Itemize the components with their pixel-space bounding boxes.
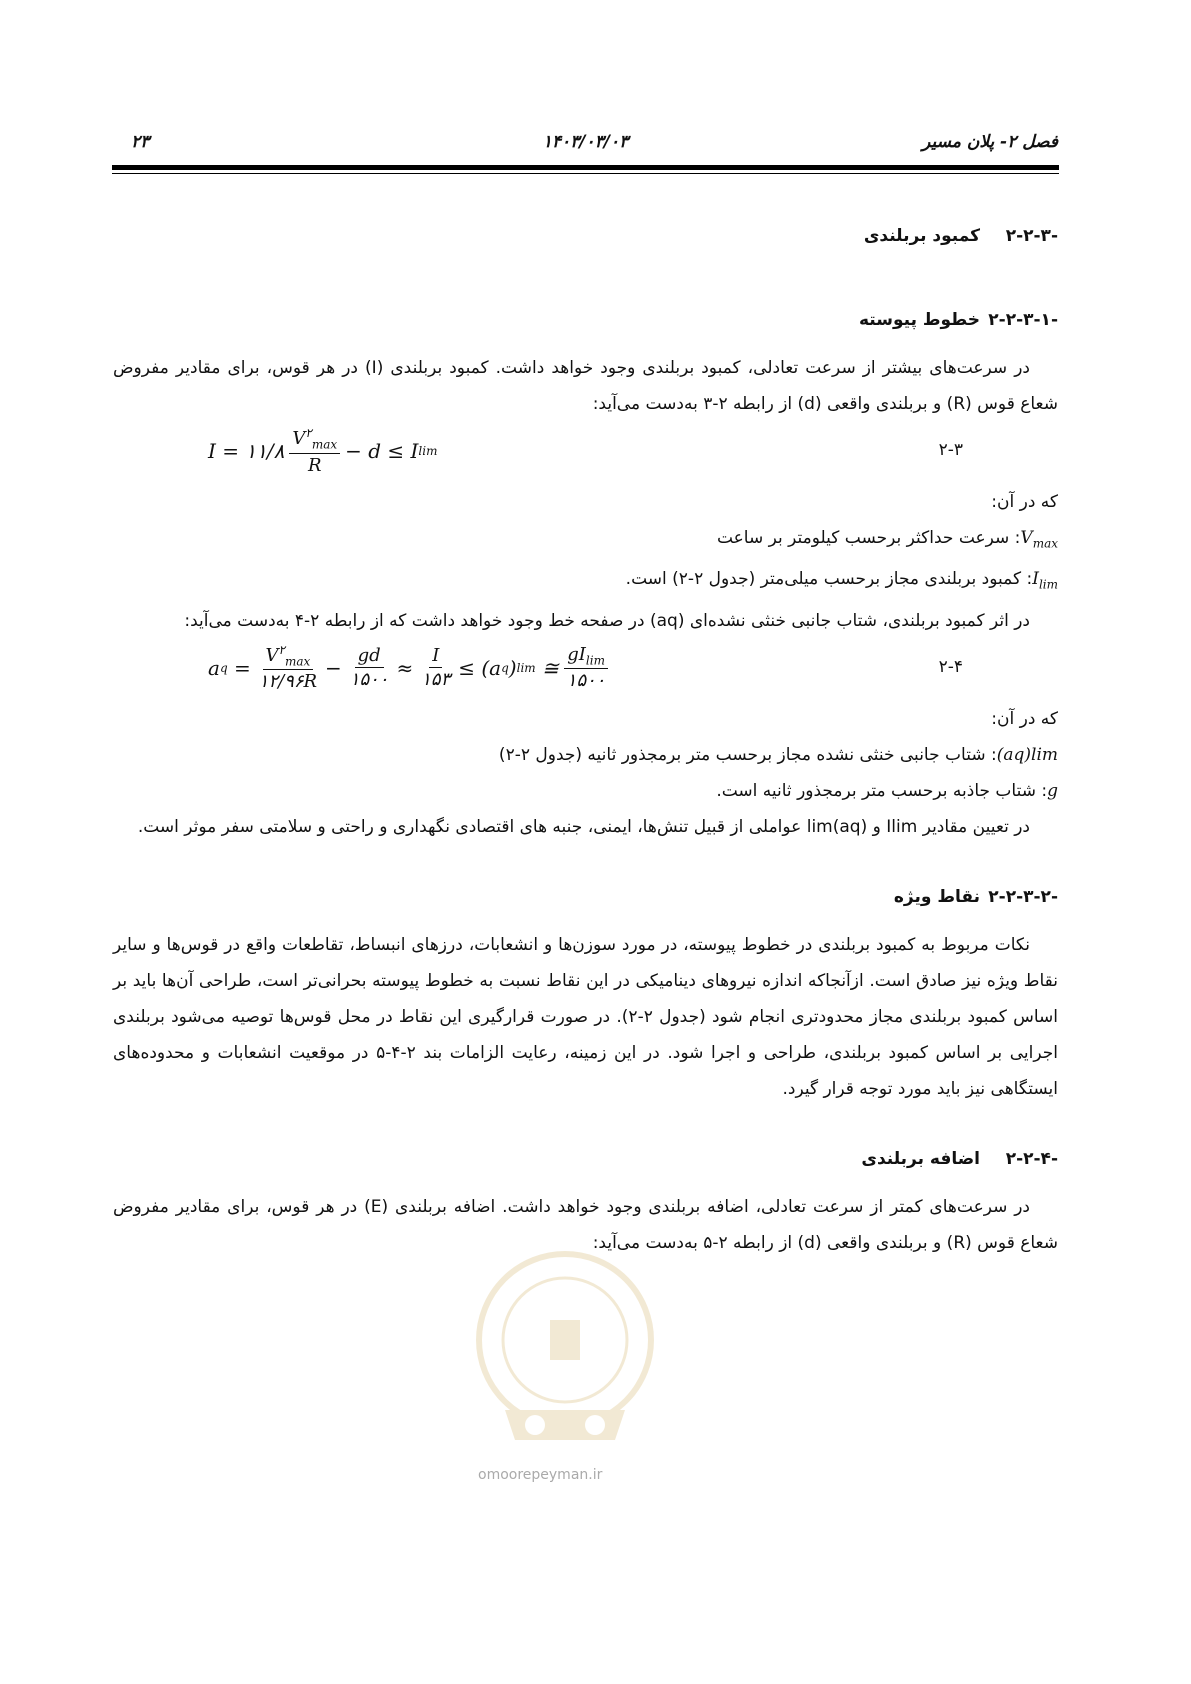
eq-mid: ≤ (a bbox=[458, 655, 502, 680]
frac-denominator: ۱۲/۹۶R bbox=[258, 671, 318, 693]
page-header bbox=[113, 132, 1058, 158]
subsection-number: -۲-۲-۳-۱ bbox=[988, 310, 1058, 330]
eq-fraction bbox=[289, 426, 340, 476]
def-text: : شتاب جاذبه برحسب متر برمجذور ثانیه است. bbox=[716, 780, 1048, 801]
subsection-number: -۲-۲-۳-۲ bbox=[988, 886, 1058, 907]
eq-mid-close: ) bbox=[508, 655, 517, 680]
subsection-heading-2-2-3-1 bbox=[113, 302, 1058, 338]
frac-numerator: gI bbox=[567, 643, 586, 665]
sym-main: I bbox=[1032, 569, 1039, 590]
paragraph-5: در سرعت‌های کمتر از سرعت تعادلی، اضافه بربلندی وجود خواهد داشت. اضافه بربلندی (E) در هر قوس، برای مقادیر مفروض شعاع قوس (R) و بربلندی واقعی (d) از رابطه ۲-۵ به‌دست می‌آید: bbox=[113, 1196, 1058, 1253]
eq-fraction-3 bbox=[418, 645, 453, 690]
eq-lhs: a bbox=[208, 655, 220, 680]
equation-number: ۲-۳ bbox=[938, 440, 963, 460]
header-rule-thick bbox=[112, 165, 1059, 170]
frac-numerator: gd bbox=[355, 645, 384, 668]
sym-sub: lim bbox=[1038, 577, 1058, 592]
sym-sub: max bbox=[1032, 536, 1058, 551]
page-number: ۲۳ bbox=[131, 132, 150, 152]
eq-lhs: I bbox=[208, 438, 216, 463]
section-heading-2-2-4 bbox=[113, 1141, 1058, 1177]
where-label-1: که در آن: bbox=[991, 492, 1058, 512]
frac-denominator: ۱۵۳ bbox=[421, 669, 451, 691]
def-text: : شتاب جانبی خنثی نشده مجاز برحسب متر برمجذور ثانیه (جدول ۲-۲) bbox=[498, 744, 997, 765]
paragraph-4: نکات مربوط به کمبود بربلندی در خطوط پیوسته، در مورد سوزن‌ها و انشعابات، درزهای انبساط، تقاطعات واقع در قوس‌ها و سایر نقاط ویژه نیز صادق است. ازآنجاکه اندازه نیروهای دینامیکی در این نقاط نسبت به خطوط پیوسته بحرانی‌تر است، طراحی آن‌ها باید بر اساس کمبود بربلندی مجاز محدودتری انجام شود (جدول ۲-۲). در صورت قرارگیری این نقاط در محل قوس‌ها توصیه می‌شود بربلندی اجرایی بر اساس کمبود بربلندی، طراحی و اجرا شود. در این زمینه، رعایت الزامات بند ۲-۴-۵ در موقعیت انشعابات و محدوده‌های ایستگاهی نیز باید مورد توجه قرار گیرد. bbox=[113, 934, 1059, 1099]
equation-body bbox=[208, 426, 437, 476]
eq-fraction-4 bbox=[564, 644, 609, 692]
equation-2-4 bbox=[113, 639, 1058, 701]
def-symbol bbox=[1020, 528, 1058, 551]
section-number: -۲-۲-۳ bbox=[1005, 226, 1058, 246]
header-rule-thin bbox=[112, 173, 1059, 174]
eq-lhs-sub: q bbox=[219, 660, 228, 675]
page-body bbox=[113, 210, 1058, 1261]
def-text: : کمبود بربلندی مجاز برحسب میلی‌متر (جدول ۲-۲) است. bbox=[625, 569, 1033, 590]
definition-aq-lim bbox=[113, 737, 1058, 773]
where-label-2: که در آن: bbox=[991, 708, 1058, 729]
section-title: اضافه بربلندی bbox=[861, 1148, 980, 1169]
frac-numerator: V bbox=[292, 428, 306, 449]
def-symbol: g bbox=[1047, 780, 1058, 801]
frac-denominator: ۱۵۰۰ bbox=[566, 670, 606, 692]
section-title: کمبود بربلندی bbox=[863, 226, 980, 246]
watermark-logo-icon bbox=[465, 1240, 665, 1500]
subsection-title: خطوط پیوسته bbox=[859, 310, 980, 330]
paragraph-1: در سرعت‌های بیشتر از سرعت تعادلی، کمبود بربلندی وجود خواهد داشت. کمبود بربلندی (I) در هر قوس، برای مقادیر مفروض شعاع قوس (R) و بربلندی واقعی (d) از رابطه ۲-۳ به‌دست می‌آید: bbox=[113, 358, 1058, 414]
frac-sub: max bbox=[311, 437, 338, 452]
frac-sub: max bbox=[284, 654, 311, 669]
eq-rest: − d ≤ I bbox=[345, 438, 419, 463]
equation-number: ۲-۴ bbox=[938, 656, 963, 677]
eq-fraction-1 bbox=[256, 643, 320, 693]
frac-denominator: ۱۵۰۰ bbox=[349, 669, 389, 691]
eq-fraction-2 bbox=[347, 645, 392, 690]
frac-numerator: V bbox=[265, 644, 279, 666]
eq-coefficient: = ۱۱/۸ bbox=[222, 438, 285, 463]
header-date: ۱۴۰۳/۰۳/۰۳ bbox=[542, 132, 629, 152]
section-heading-2-2-3 bbox=[113, 218, 1058, 254]
section-number: -۲-۲-۴ bbox=[1005, 1148, 1058, 1169]
sym-main: V bbox=[1020, 528, 1033, 548]
def-symbol: (aq)lim bbox=[996, 744, 1058, 765]
frac-numerator: I bbox=[429, 645, 442, 668]
definition-g bbox=[113, 773, 1058, 809]
paragraph-2: در اثر کمبود بربلندی، شتاب جانبی خنثی نشده‌ای (aq) در صفحه خط وجود خواهد داشت که از رابطه ۲-۴ به‌دست می‌آید: bbox=[184, 610, 1030, 631]
paragraph-3: در تعیین مقادیر Ilim و (aq)lim عواملی از قبیل تنش‌ها، ایمنی، جنبه های اقتصادی نگهداری و راحتی و سلامتی سفر موثر است. bbox=[137, 816, 1030, 837]
frac-sup: ۲ bbox=[278, 642, 285, 657]
equation-body: a q = $\frac{V^۲_{max}}{۱۲/۹۶R}$ − $\frac{gd}{۱۵۰۰}$ ≈ $\frac{I}{۱۵۳}$ ≤ (a q ) lim ≅ $\frac{gI_{lim}}{۱۵۰۰}$ bbox=[208, 643, 613, 693]
chapter-title: فصل ۲- پلان مسیر bbox=[922, 132, 1058, 152]
eq-mid-sub2: lim bbox=[516, 660, 536, 675]
eq-rest-sub: lim bbox=[418, 443, 438, 458]
frac-sup: ۲ bbox=[305, 426, 312, 440]
frac-denominator: R bbox=[307, 454, 322, 476]
def-text: : سرعت حداکثر برحسب کیلومتر بر ساعت bbox=[716, 528, 1021, 548]
watermark-text: omoorepeyman.ir bbox=[478, 1467, 603, 1483]
definition-vmax bbox=[113, 520, 1058, 561]
subsection-heading-2-2-3-2 bbox=[113, 879, 1058, 915]
subsection-title: نقاط ویژه bbox=[893, 886, 980, 907]
eq-mid-sub: q bbox=[501, 660, 509, 675]
equation-2-3 bbox=[113, 422, 1058, 484]
frac-sub: lim bbox=[585, 653, 605, 668]
definition-ilim bbox=[113, 561, 1058, 602]
def-symbol bbox=[1032, 569, 1058, 592]
